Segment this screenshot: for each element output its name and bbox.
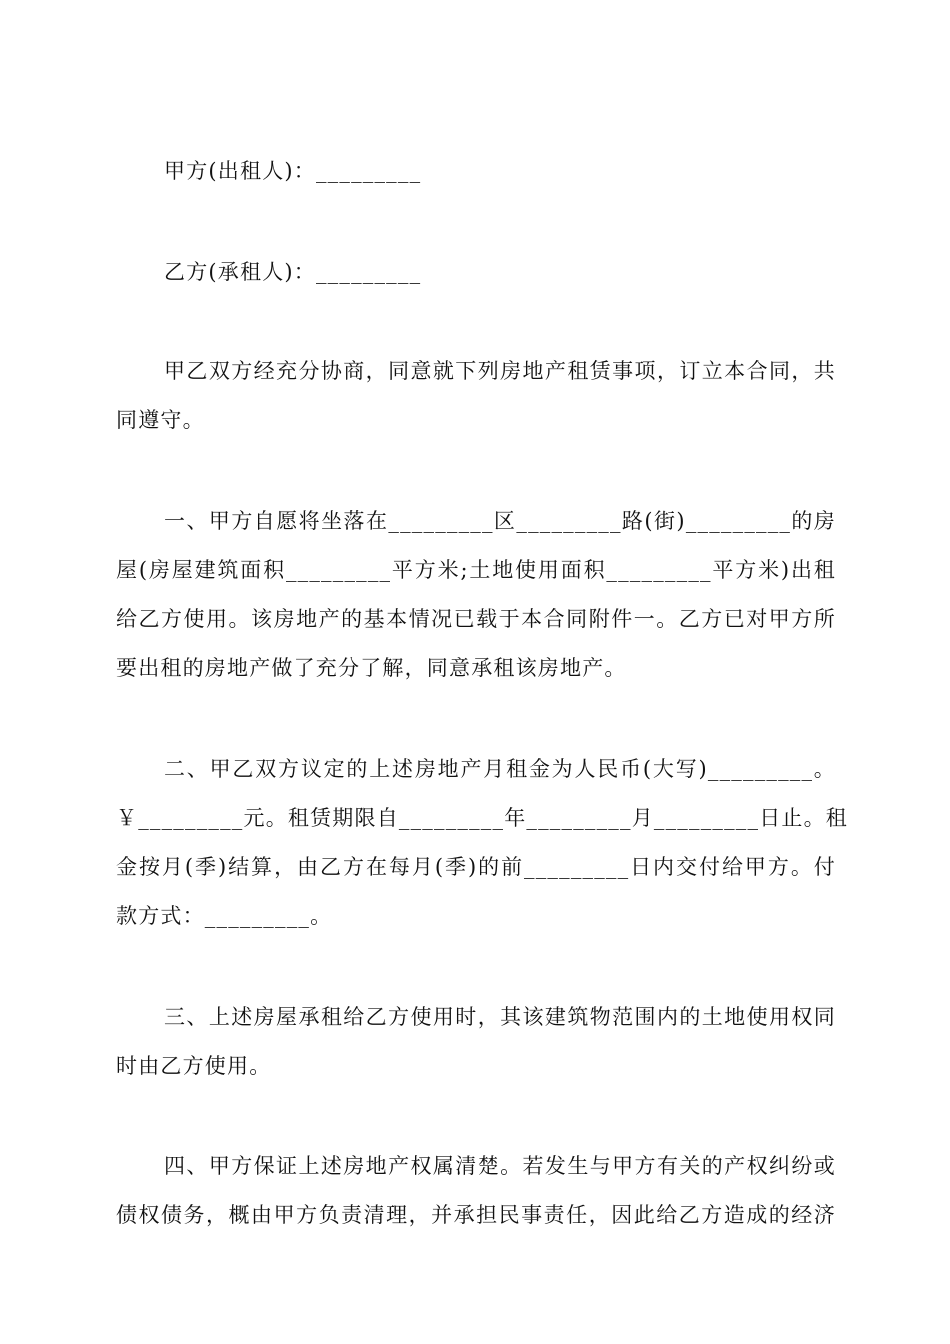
clause1-line-2: 屋(房屋建筑面积_________平方米;土地使用面积_________平方米)出租 <box>116 558 836 582</box>
clause3-line-1: 三、上述房屋承租给乙方使用时，其该建筑物范围内的土地使用权同 <box>164 1005 836 1029</box>
party-a-line: 甲方(出租人)：_________ <box>164 159 422 183</box>
intro-line-2: 同遵守。 <box>116 408 205 432</box>
clause2-line-2: ￥_________元。租赁期限自_________年_________月_________日止。租 <box>116 806 848 830</box>
clause1-line-1: 一、甲方自愿将坐落在_________区_________路(街)_________的房 <box>164 509 836 533</box>
clause4-line-2: 债权债务，概由甲方负责清理，并承担民事责任，因此给乙方造成的经济 <box>116 1203 836 1227</box>
clause1-line-4: 要出租的房地产做了充分了解，同意承租该房地产。 <box>116 656 627 680</box>
clause2-line-4: 款方式：_________。 <box>116 904 333 928</box>
intro-line-1: 甲乙双方经充分协商，同意就下列房地产租赁事项，订立本合同，共 <box>164 359 836 383</box>
party-b-line: 乙方(承租人)：_________ <box>164 260 422 284</box>
clause2-line-1: 二、甲乙双方议定的上述房地产月租金为人民币(大写)_________。 <box>164 757 836 781</box>
clause2-line-3: 金按月(季)结算，由乙方在每月(季)的前_________日内交付给甲方。付 <box>116 855 836 879</box>
clause4-line-1: 四、甲方保证上述房地产权属清楚。若发生与甲方有关的产权纠纷或 <box>164 1154 836 1178</box>
clause1-line-3: 给乙方使用。该房地产的基本情况已载于本合同附件一。乙方已对甲方所 <box>116 607 836 631</box>
clause3-line-2: 时由乙方使用。 <box>116 1054 272 1078</box>
